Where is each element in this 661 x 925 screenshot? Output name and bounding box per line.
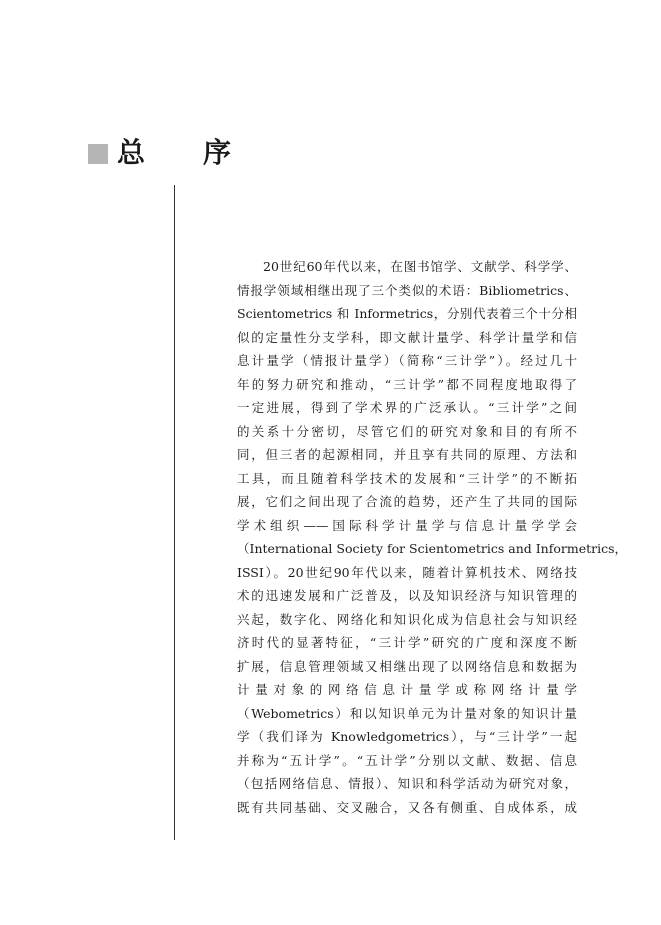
text-line: 情报学领域相继出现了三个类似的术语：Bibliometrics、: [237, 282, 577, 298]
preface-body-text: [237, 255, 628, 819]
text-line: 兴起，数字化、网络化和知识化成为信息社会与知识经: [237, 611, 577, 627]
text-line: （包括网络信息、情报）、知识和科学活动为研究对象，: [237, 776, 577, 791]
text-line: 年的努力研究和推动，“三计学”都不同程度地取得了: [237, 376, 577, 392]
text-line: 学术组织——国际科学计量学与信息计量学学会: [237, 517, 577, 533]
text-line: （International Society for Scientometrics and Informetrics，: [237, 541, 628, 556]
text-line: （Webometrics）和以知识单元为计量对象的知识计量: [237, 705, 577, 721]
text-line: 同，但三者的起源相同，并且享有共同的原理、方法和: [237, 447, 577, 462]
text-line: 学（我们译为 Knowledgometrics），与“三计学”一起: [237, 729, 577, 744]
text-line: 20世纪60年代以来，在图书馆学、文献学、科学学、: [263, 259, 577, 274]
text-line: 既有共同基础、交叉融合，又各有侧重、自成体系，成: [237, 799, 577, 815]
vertical-rule: [174, 185, 175, 840]
text-line: 似的定量性分支学科，即文献计量学、科学计量学和信: [237, 329, 577, 345]
text-line: 济时代的显著特征，“三计学”研究的广度和深度不断: [237, 635, 577, 650]
text-line: ISSI）。20世纪90年代以来，随着计算机技术、网络技: [237, 564, 577, 580]
text-line: 展，它们之间出现了合流的趋势，还产生了共同的国际: [237, 494, 577, 509]
text-line: 计量对象的网络信息计量学或称网络计量学: [237, 682, 577, 697]
text-line: 的关系十分密切，尽管它们的研究对象和目的有所不: [237, 423, 577, 439]
text-line: 并称为“五计学”。“五计学”分别以文献、数据、信息: [237, 752, 577, 768]
heading-title-char-2: 序: [203, 136, 232, 169]
text-line: Scientometrics 和 Informetrics，分别代表着三个十分相: [237, 306, 577, 321]
text-line: 息计量学（情报计量学）（简称“三计学”）。经过几十: [237, 353, 577, 368]
text-line: 扩展，信息管理领域又相继出现了以网络信息和数据为: [237, 658, 577, 674]
heading-title-char-1: 总: [117, 136, 146, 169]
text-line: 术的迅速发展和广泛普及，以及知识经济与知识管理的: [237, 588, 577, 603]
text-line: 一定进展，得到了学术界的广泛承认。“三计学”之间: [237, 400, 577, 415]
heading-square-marker: [88, 144, 108, 164]
text-line: 工具，而且随着科学技术的发展和“三计学”的不断拓: [237, 470, 577, 486]
